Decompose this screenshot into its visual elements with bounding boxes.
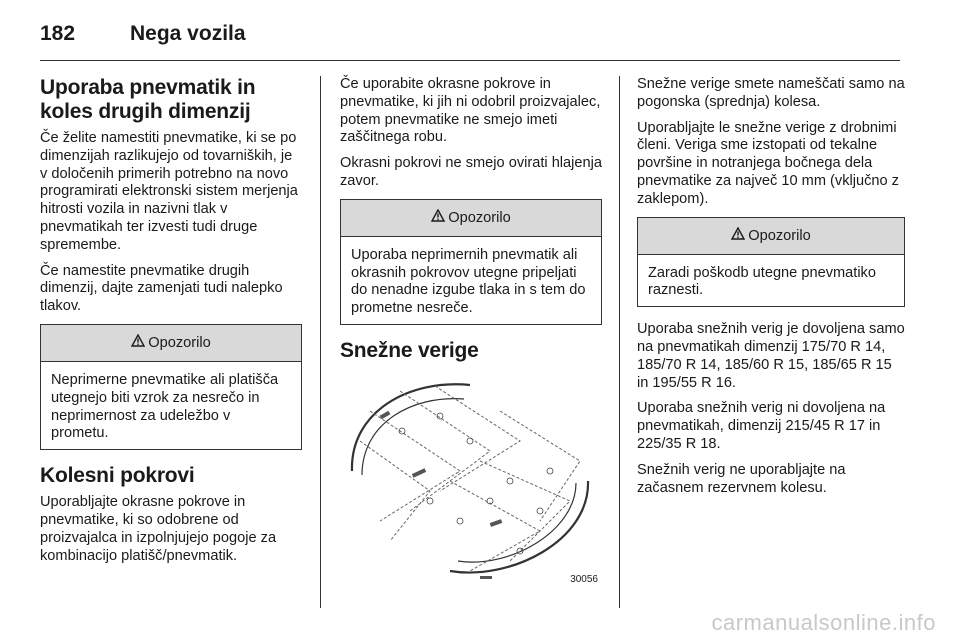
warning-box	[340, 199, 602, 325]
paragraph: Če želite namestiti pnevmatike, ki se po dimenzijah razlikujejo od tovarniških, je v določenih primerih potrebno na novo programirati elektronski sistem merjenja hitrosti vozila in nazivni tlak v pnevmatikah ter izvesti tudi druge spremembe.	[40, 130, 298, 253]
paragraph: Snežnih verig ne uporabljajte na začasnem rezervnem kolesu.	[637, 461, 846, 496]
snow-chains-drawing	[340, 371, 602, 591]
heading-wheel-covers: Kolesni pokrovi	[40, 464, 195, 488]
snow-chains-illustration	[340, 371, 602, 591]
paragraph: Uporabljajte le snežne verige z drobnimi členi. Veriga sme izstopati od tekalne površine in notranjega bočnega dela pnevmatike za največ 10 mm (vključno z zaklepom).	[637, 119, 899, 207]
warning-text: Zaradi poškodb utegne pnevmatiko raznesti.	[648, 264, 876, 299]
figure-number: 30056	[570, 573, 598, 585]
column-divider	[619, 76, 620, 608]
warning-box	[637, 217, 905, 308]
paragraph: Uporaba snežnih verig je dovoljena samo na pnevmatikah dimenzij 175/70 R 14, 185/70 R 14, 185/60 R 15, 185/65 R 15 in 195/55 R 16.	[637, 321, 905, 391]
heading-snow-chains: Snežne verige	[340, 338, 479, 362]
paragraph: Če namestite pnevmatike drugih dimenzij, dajte zamenjati tudi nalepko tlakov.	[40, 262, 283, 315]
warning-triangle-icon	[431, 209, 445, 226]
warning-title: Opozorilo	[448, 209, 511, 226]
warning-header	[41, 325, 301, 362]
column-3	[637, 76, 905, 505]
warning-header	[638, 218, 904, 255]
watermark: carmanualsonline.info	[711, 610, 936, 635]
paragraph: Če uporabite okrasne pokrove in pnevmatike, ki jih ni odobril proizvajalec, potem pnevmatike ne smejo imeti zaščitnega robu.	[340, 76, 601, 146]
warning-triangle-icon	[731, 227, 745, 244]
page-header	[40, 14, 246, 54]
paragraph: Uporabljajte okrasne pokrove in pnevmatike, ki so odobrene od proizvajalca in izpolnjujejo pogoje za kombinacijo platišč/pnevmatik.	[40, 494, 277, 564]
paragraph: Okrasni pokrovi ne smejo ovirati hlajenja zavor.	[340, 155, 602, 189]
warning-text: Uporaba neprimernih pnevmatik ali okrasnih pokrovov utegne pripeljati do nenadne izgube tlaka in s tem do prometne nesreče.	[351, 246, 586, 317]
column-1	[40, 76, 302, 573]
warning-title: Opozorilo	[748, 227, 811, 244]
paragraph: Snežne verige smete nameščati samo na pogonska (sprednja) kolesa.	[637, 76, 905, 110]
section-title: Nega vozila	[130, 22, 246, 45]
page-number: 182	[40, 22, 76, 45]
header-rule	[40, 60, 900, 61]
warning-header	[341, 200, 601, 237]
warning-text: Neprimerne pnevmatike ali platišča utegnejo biti vzrok za nesrečo in neprimernost za udeležbo v prometu.	[51, 371, 279, 442]
warning-box	[40, 324, 302, 450]
column-divider	[320, 76, 321, 608]
paragraph: Uporaba snežnih verig ni dovoljena na pnevmatikah, dimenzij 215/45 R 17 in 225/35 R 18.	[637, 400, 886, 452]
warning-title: Opozorilo	[148, 334, 211, 351]
heading-tyres-other-sizes: Uporaba pnevmatik in koles drugih dimenzij	[40, 76, 256, 123]
column-2	[340, 76, 602, 591]
warning-triangle-icon	[131, 334, 145, 351]
